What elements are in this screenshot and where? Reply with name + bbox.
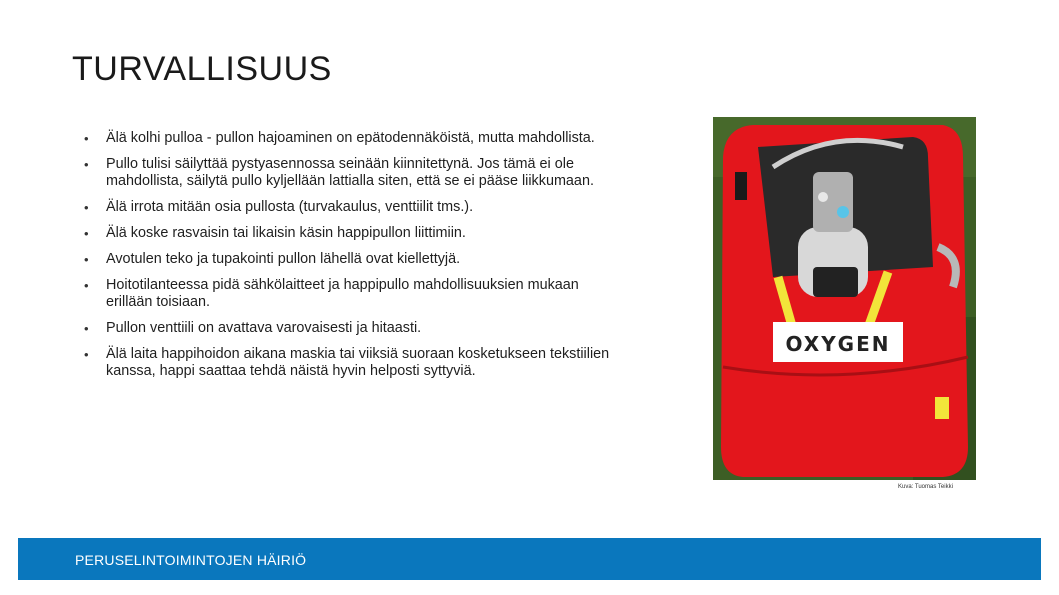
bullet-item: • Hoitotilanteessa pidä sähkölaitteet ja happipullo mahdollisuuksien mukaan erillään toisiaan. [82, 277, 622, 311]
bullet-item: • Pullon venttiili on avattava varovaisesti ja hitaasti. [82, 320, 622, 337]
bullet-list [82, 130, 622, 389]
footer-title: PERUSELINTOIMINTOJEN HÄIRIÖ [75, 552, 307, 568]
slide-title: TURVALLISUUS [72, 50, 332, 88]
photo-credit: Kuva: Tuomas Teikki [898, 484, 953, 490]
bullet-item: • Älä irrota mitään osia pullosta (turvakaulus, venttiilit tms.). [82, 199, 622, 216]
oxygen-bag-photo [713, 117, 976, 480]
bullet-item: • Älä koske rasvaisin tai likaisin käsin happipullon liittimiin. [82, 225, 622, 242]
bullet-item: • Älä kolhi pulloa - pullon hajoaminen on epätodennäköistä, mutta mahdollista. [82, 130, 622, 147]
footer-bar [18, 538, 1041, 580]
bullet-item: • Pullo tulisi säilyttää pystyasennossa seinään kiinnitettynä. Jos tämä ei ole mahdollista, säilytä pullo kyljellään lattialla siten, että se ei pääse liikkumaan. [82, 156, 622, 190]
bullet-item: • Avotulen teko ja tupakointi pullon lähellä ovat kiellettyjä. [82, 251, 622, 268]
oxygen-label: OXYGEN [785, 332, 891, 356]
bullet-item: • Älä laita happihoidon aikana maskia tai viiksiä suoraan kosketukseen tekstiilien kanssa, happi saattaa tehdä näistä hyvin helposti syttyviä. [82, 346, 622, 380]
